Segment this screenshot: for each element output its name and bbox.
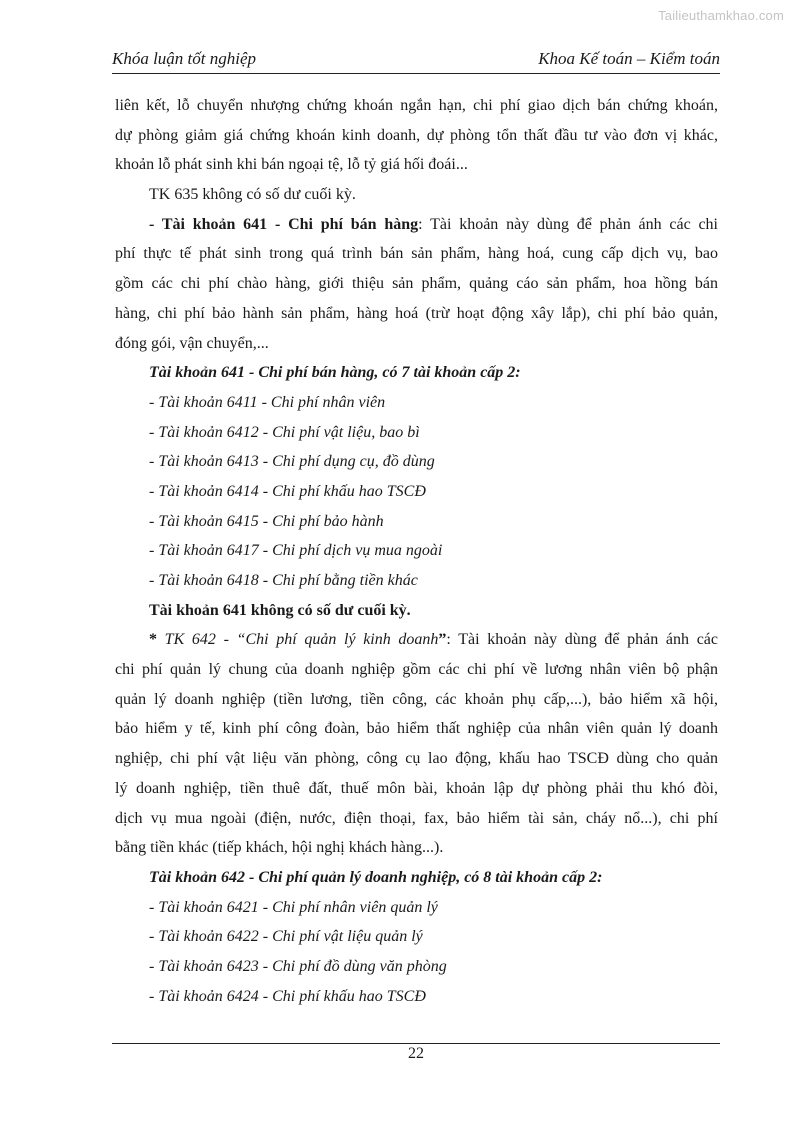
watermark: Tailieuthamkhao.com (658, 8, 784, 23)
list-item: - Tài khoản 6415 - Chi phí bảo hành (149, 512, 384, 530)
list-item: - Tài khoản 6424 - Chi phí khấu hao TSCĐ (149, 987, 426, 1005)
paragraph-line: nghiệp, chi phí vật liệu văn phòng, công cụ lao động, khấu hao TSCĐ dùng cho quản (115, 750, 718, 768)
footer-divider (112, 1043, 720, 1044)
account-641-description: : Tài khoản này dùng để phản ánh các chi (418, 215, 718, 233)
list-item: - Tài khoản 6411 - Chi phí nhân viên (149, 393, 386, 411)
paragraph-line: dịch vụ mua ngoài (điện, nước, điện thoại, fax, bảo hiểm tài sản, cháy nổ...), chi phí (115, 809, 718, 827)
paragraph-line: hàng, chi phí bảo hành sản phẩm, hàng hoá (trừ hoạt động xây lắp), chi phí bảo quản, (115, 304, 718, 322)
page-number: 22 (408, 1045, 424, 1062)
header-faculty: Khoa Kế toán – Kiểm toán (538, 49, 720, 68)
account-642-heading: TK 642 - “Chi phí quản lý kinh doanh (164, 631, 439, 649)
document-body (115, 91, 718, 1011)
bullet-star: * (149, 631, 165, 649)
account-642-intro (115, 625, 718, 655)
account-641-intro (115, 210, 718, 240)
paragraph-line: lý doanh nghiệp, tiền thuê đất, thuế môn bài, khoản lập dự phòng phải thu khó đòi, (115, 779, 718, 797)
paragraph-line: khoản lỗ phát sinh khi bán ngoại tệ, lỗ tỷ giá hối đoái... (115, 156, 468, 174)
account-641-subheading: Tài khoản 641 - Chi phí bán hàng, có 7 tài khoản cấp 2: (149, 364, 521, 382)
paragraph-line: gồm các chi phí chào hàng, giới thiệu sản phẩm, quảng cáo sản phẩm, hoa hồng bán (115, 275, 718, 293)
account-642-subheading: Tài khoản 642 - Chi phí quản lý doanh nghiệp, có 8 tài khoản cấp 2: (149, 868, 603, 886)
list-item: - Tài khoản 6418 - Chi phí bằng tiền khác (149, 572, 418, 589)
paragraph-line: bằng tiền khác (tiếp khách, hội nghị khách hàng...). (115, 839, 444, 857)
header-thesis-title: Khóa luận tốt nghiệp (112, 49, 257, 68)
paragraph-line: chi phí quản lý chung của doanh nghiệp gồm các chi phí về lương nhân viên bộ phận (115, 661, 718, 679)
list-item: - Tài khoản 6414 - Chi phí khấu hao TSCĐ (149, 482, 426, 500)
paragraph-line: TK 635 không có số dư cuối kỳ. (149, 186, 356, 204)
paragraph-line: liên kết, lỗ chuyển nhượng chứng khoán ngắn hạn, chi phí giao dịch bán chứng khoán, (115, 97, 718, 114)
list-item: - Tài khoản 6412 - Chi phí vật liệu, bao bì (149, 423, 420, 441)
account-641-balance-note: Tài khoản 641 không có số dư cuối kỳ. (149, 601, 411, 619)
paragraph-line: quản lý doanh nghiệp (tiền lương, tiền công, các khoản phụ cấp,...), bảo hiểm xã hội, (115, 690, 718, 708)
list-item: - Tài khoản 6421 - Chi phí nhân viên quản lý (149, 898, 438, 916)
paragraph-line: dự phòng giảm giá chứng khoán kinh doanh, dự phòng tổn thất đầu tư vào đơn vị khác, (115, 126, 718, 144)
paragraph-line: đóng gói, vận chuyển,... (115, 334, 269, 352)
list-item: - Tài khoản 6423 - Chi phí đồ dùng văn phòng (149, 957, 447, 975)
paragraph-line: phí thực tế phát sinh trong quá trình bán sản phẩm, hàng hoá, cung cấp dịch vụ, bao (115, 245, 718, 263)
account-641-heading: - Tài khoản 641 - Chi phí bán hàng (149, 215, 419, 233)
page-header (112, 47, 720, 74)
list-item: - Tài khoản 6422 - Chi phí vật liệu quản lý (149, 928, 423, 946)
list-item: - Tài khoản 6417 - Chi phí dịch vụ mua ngoài (149, 542, 443, 560)
list-item: - Tài khoản 6413 - Chi phí dụng cụ, đồ dùng (149, 453, 435, 471)
paragraph-line: bảo hiểm y tế, kinh phí công đoàn, bảo hiểm thất nghiệp của nhân viên quản lý doanh (115, 720, 718, 738)
account-642-description: : Tài khoản này dùng để phản ánh các (446, 631, 719, 649)
closing-quote: ” (438, 631, 447, 649)
